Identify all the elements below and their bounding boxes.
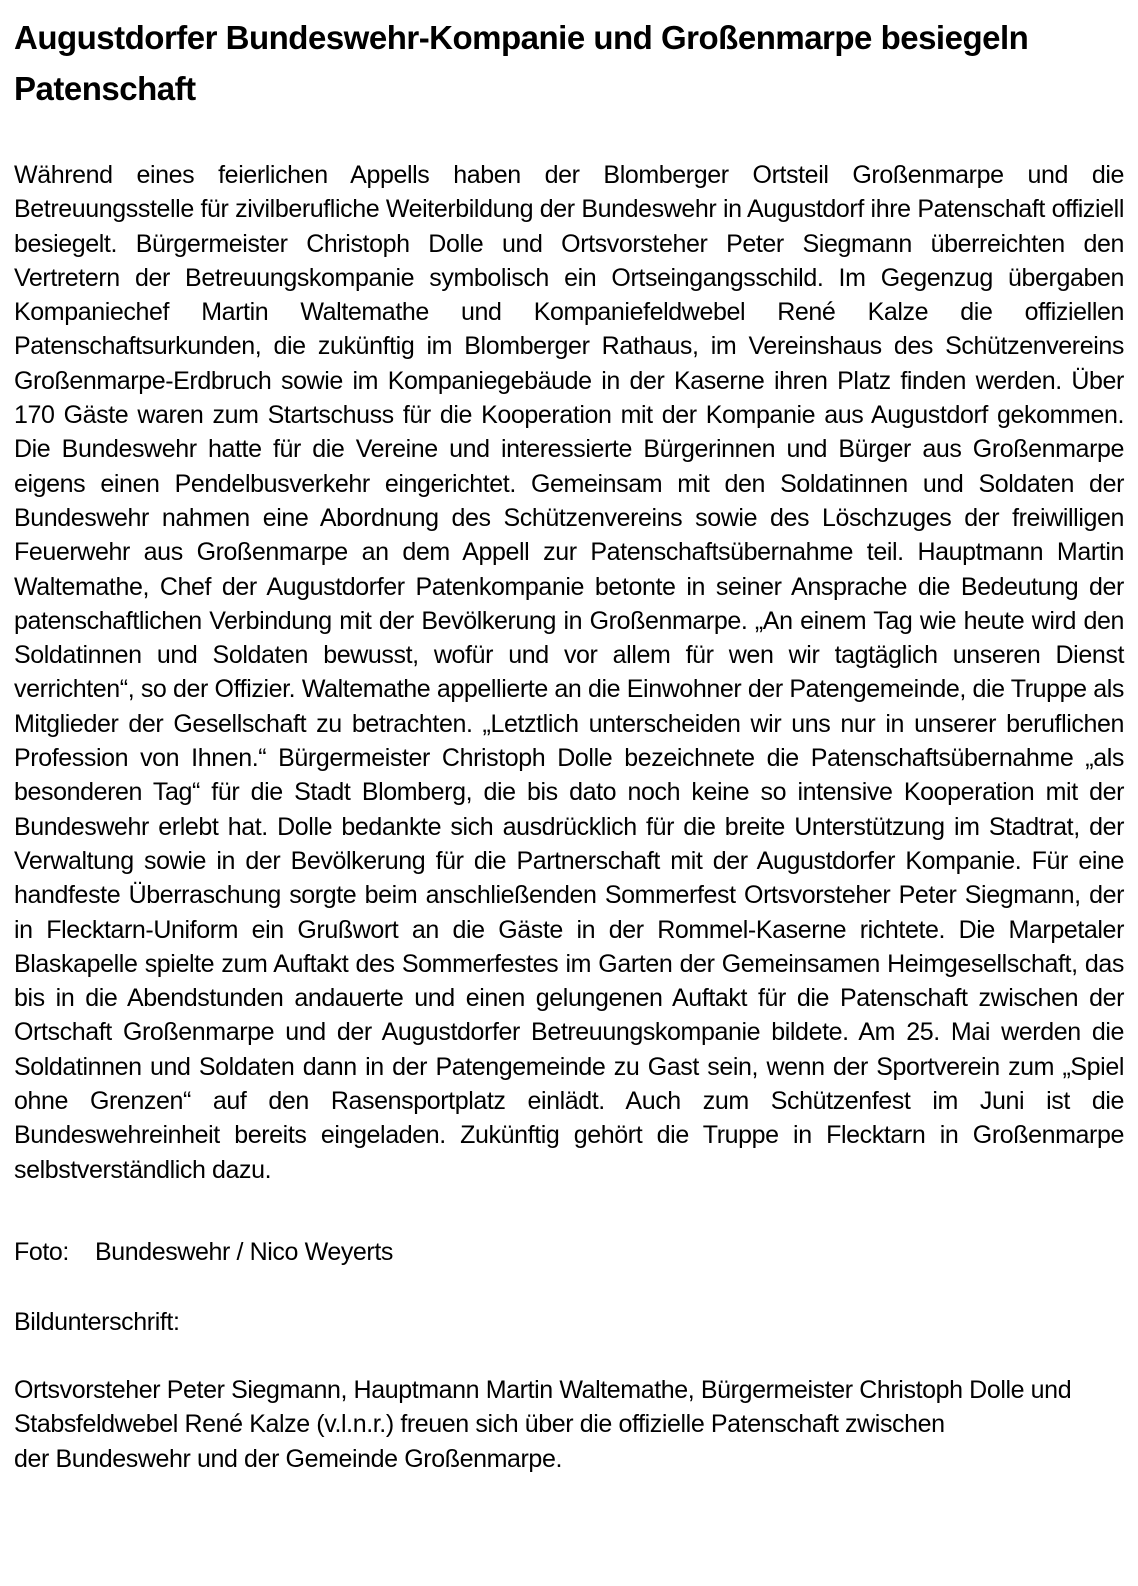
photo-credit-label: Foto: — [14, 1237, 69, 1266]
caption-line: Stabsfeldwebel René Kalze (v.l.n.r.) freuen sich über die offizielle Patenschaft zwischen — [14, 1410, 945, 1439]
caption-heading: Bildunterschrift: — [14, 1307, 180, 1336]
photo-credit — [14, 1235, 1124, 1269]
image-caption — [14, 1373, 1124, 1476]
caption-line: der Bundeswehr und der Gemeinde Großenmarpe. — [14, 1444, 562, 1473]
caption-line: Ortsvorsteher Peter Siegmann, Hauptmann Martin Waltemathe, Bürgermeister Christoph Dolle und — [14, 1375, 1072, 1404]
article-title: Augustdorfer Bundeswehr-Kompanie und Großenmarpe besiegeln Patenschaft — [14, 19, 1029, 107]
article-body: Während eines feierlichen Appells haben der Blomberger Ortsteil Großenmarpe und die Betreuungsstelle für zivilberufliche Weiterbildung der Bundeswehr in Augustdorf ihre Patenschaft offiziell besiegelt. Bürgermeister Christoph Dolle und Ortsvorsteher Peter Siegmann überreichten den Vertretern der Betreuungskompanie symbolisch ein Ortseingangsschild. Im Gegenzug übergaben Kompaniechef Martin Waltemathe und Kompaniefeldwebel René Kalze die offiziellen Patenschaftsurkunden, die zukünftig im Blomberger Rathaus, im Vereinshaus des Schützenvereins Großenmarpe-Erdbruch sowie im Kompaniegebäude in der Kaserne ihren Platz finden werden. Über 170 Gäste waren zum Startschuss für die Kooperation mit der Kompanie aus Augustdorf gekommen. Die Bundeswehr hatte für die Vereine und interessierte Bürgerinnen und Bürger aus Großenmarpe eigens einen Pendelbusverkehr eingerichtet. Gemeinsam mit den Soldatinnen und Soldaten der Bundeswehr nahmen eine Abordnung des Schützenvereins sowie des Löschzuges der freiwilligen Feuerwehr aus Großenmarpe an dem Appell zur Patenschaftsübernahme teil. Hauptmann Martin Waltemathe, Chef der Augustdorfer Patenkompanie betonte in seiner Ansprache die Bedeutung der patenschaftlichen Verbindung mit der Bevölkerung in Großenmarpe. „An einem Tag wie heute wird den Soldatinnen und Soldaten bewusst, wofür und vor allem für wen wir tagtäglich unseren Dienst verrichten“, so der Offizier. Waltemathe appellierte an die Einwohner der Patengemeinde, die Truppe als Mitglieder der Gesellschaft zu betrachten. „Letztlich unterscheiden wir uns nur in unserer beruflichen Profession von Ihnen.“ Bürgermeister Christoph Dolle bezeichnete die Patenschaftsübernahme „als besonderen Tag“ für die Stadt Blomberg, die bis dato noch keine so intensive Kooperation mit der Bundeswehr erlebt hat. Dolle bedankte sich ausdrücklich für die breite Unterstützung im Stadtrat, der Verwaltung sowie in der Bevölkerung für die Partnerschaft mit der Augustdorfer Kompanie. Für eine handfeste Überraschung sorgte beim anschließenden Sommerfest Ortsvorsteher Peter Siegmann, der in Flecktarn-Uniform ein Grußwort an die Gäste in der Rommel-Kaserne richtete. Die Marpetaler Blaskapelle spielte zum Auftakt des Sommerfestes im Garten der Gemeinsamen Heimgesellschaft, das bis in die Abendstunden andauerte und einen gelungenen Auftakt für die Patenschaft zwischen der Ortschaft Großenmarpe und der Augustdorfer Betreuungskompanie bildete. Am 25. Mai werden die Soldatinnen und Soldaten dann in der Patengemeinde zu Gast sein, wenn der Sportverein zum „Spiel ohne Grenzen“ auf den Rasensportplatz einlädt. Auch zum Schützenfest im Juni ist die Bundeswehreinheit bereits eingeladen. Zukünftig gehört die Truppe in Flecktarn in Großenmarpe selbstverständlich dazu. — [14, 161, 1124, 1184]
photo-credit-value: Bundeswehr / Nico Weyerts — [95, 1237, 393, 1266]
